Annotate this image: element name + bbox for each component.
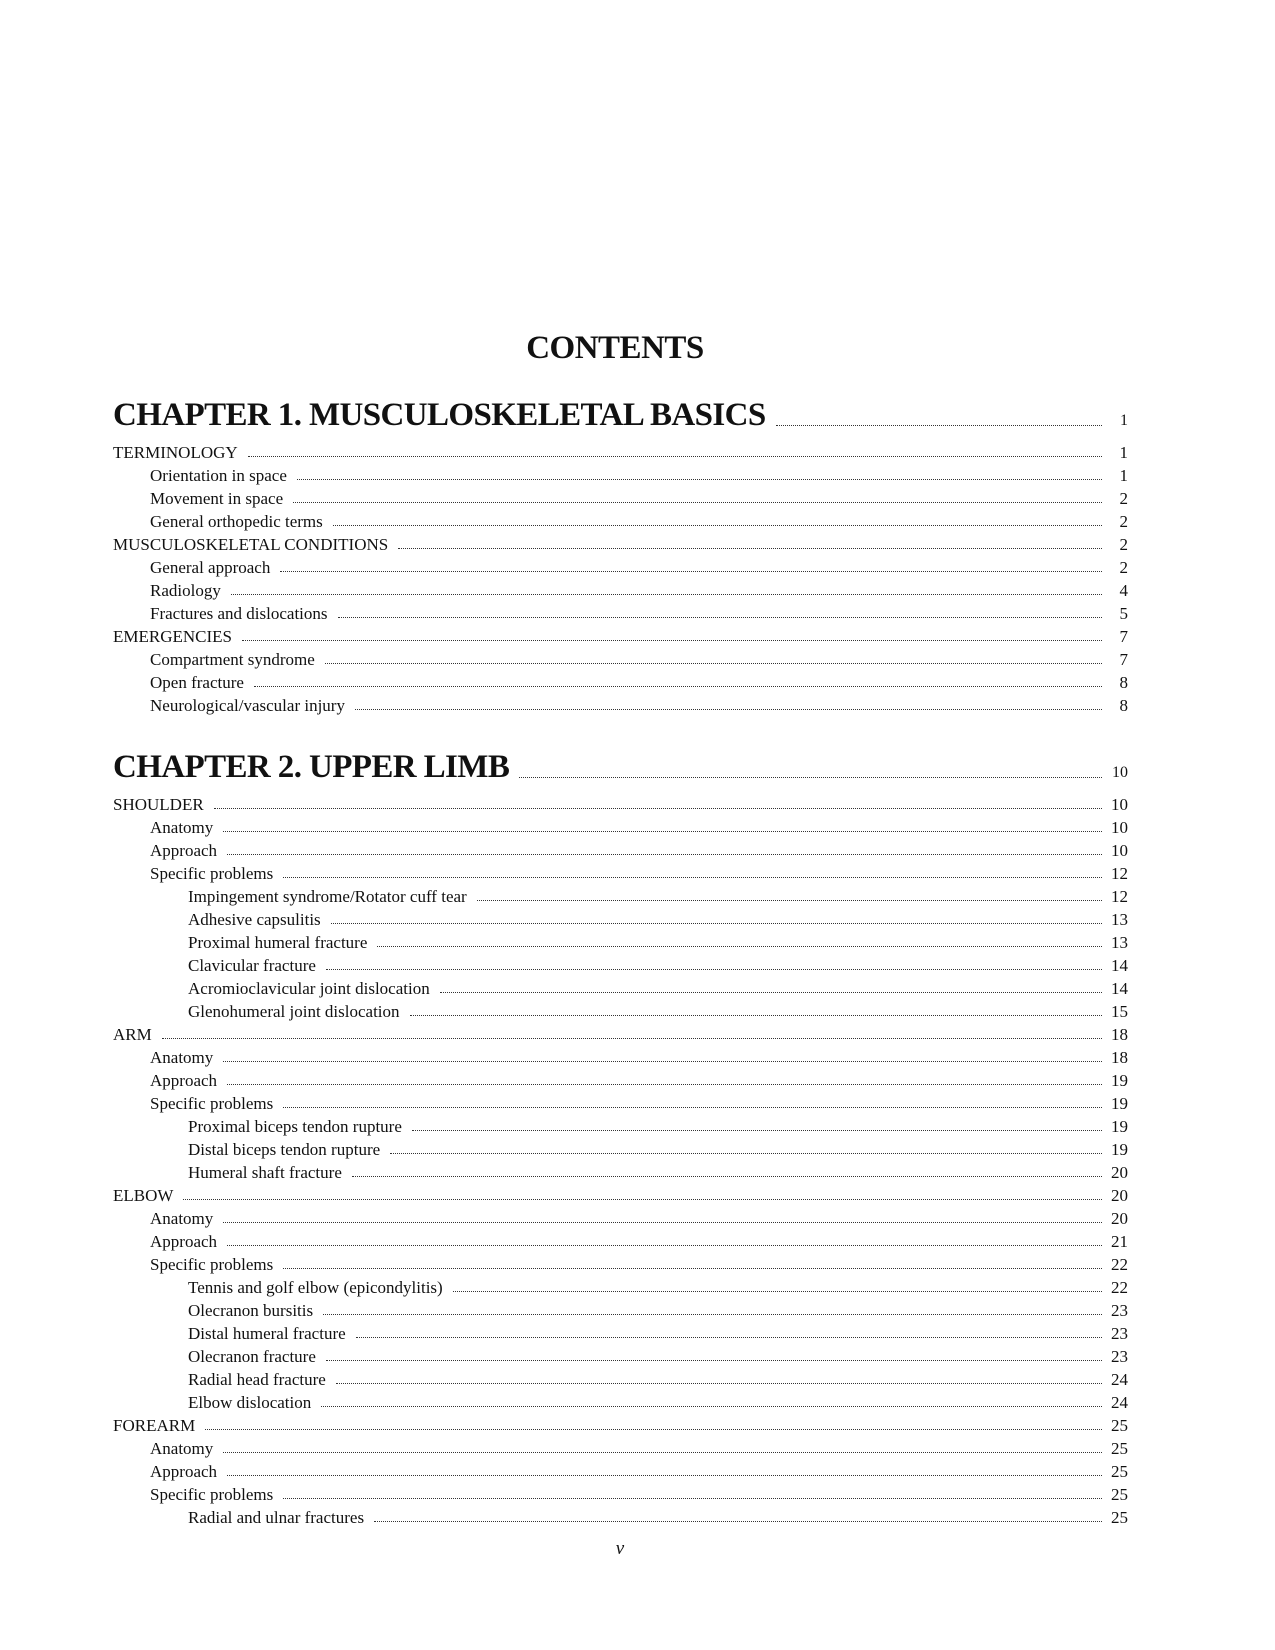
- toc-topic-entry[interactable]: [113, 1319, 1128, 1342]
- toc-subsection-entry[interactable]: [113, 1043, 1128, 1066]
- toc-subsection-entry[interactable]: [113, 668, 1128, 691]
- toc-topic-entry[interactable]: [113, 1273, 1128, 1296]
- toc-topic-entry[interactable]: [113, 1342, 1128, 1365]
- toc-entry-page-number: 25: [1111, 1508, 1128, 1527]
- toc-entry-page-number: 2: [1119, 558, 1128, 577]
- toc-section-entry[interactable]: [113, 530, 1128, 553]
- toc-entry-page-number: 1: [1119, 466, 1128, 485]
- toc-entry-page-number: 18: [1111, 1048, 1128, 1067]
- toc-entry-label: Humeral shaft fracture: [188, 1163, 342, 1182]
- toc-entry-label: Olecranon fracture: [188, 1347, 316, 1366]
- toc-entry-label: Neurological/vascular injury: [150, 696, 345, 715]
- toc-entry-label: FOREARM: [113, 1416, 196, 1435]
- toc-entry-page-number: 19: [1111, 1071, 1128, 1090]
- toc-entry-page-number: 25: [1111, 1462, 1128, 1481]
- toc-entry-page-number: 4: [1119, 581, 1128, 600]
- toc-topic-entry[interactable]: [113, 997, 1128, 1020]
- toc-topic-entry[interactable]: [113, 951, 1128, 974]
- dot-leader: [162, 1038, 1102, 1039]
- toc-section-entry[interactable]: [113, 1020, 1128, 1043]
- toc-entry-label: Fractures and dislocations: [150, 604, 328, 623]
- toc-entry-page-number: 10: [1111, 841, 1128, 860]
- dot-leader: [227, 854, 1102, 855]
- chapter-heading[interactable]: [113, 740, 1128, 784]
- dot-leader: [214, 808, 1102, 809]
- dot-leader: [283, 877, 1102, 878]
- toc-topic-entry[interactable]: [113, 1503, 1128, 1526]
- toc-topic-entry[interactable]: [113, 1365, 1128, 1388]
- dot-leader: [355, 709, 1102, 710]
- dot-leader: [283, 1107, 1102, 1108]
- dot-leader: [183, 1199, 1102, 1200]
- toc-entry-page-number: 12: [1111, 887, 1128, 906]
- toc-topic-entry[interactable]: [113, 1158, 1128, 1181]
- toc-entry-label: Tennis and golf elbow (epicondylitis): [188, 1278, 443, 1297]
- toc-entry-page-number: 19: [1111, 1094, 1128, 1113]
- dot-leader: [776, 425, 1102, 426]
- toc-entry-page-number: 14: [1111, 956, 1128, 975]
- toc-entry-label: Approach: [150, 1071, 218, 1090]
- dot-leader: [412, 1130, 1102, 1131]
- dot-leader: [333, 525, 1102, 526]
- toc-subsection-entry[interactable]: [113, 1434, 1128, 1457]
- dot-leader: [519, 777, 1102, 778]
- dot-leader: [254, 686, 1102, 687]
- chapter-page-number: 10: [1112, 764, 1128, 781]
- toc-subsection-entry[interactable]: [113, 645, 1128, 668]
- toc-entry-page-number: 7: [1119, 627, 1128, 646]
- toc-entry-page-number: 2: [1119, 535, 1128, 554]
- dot-leader: [356, 1337, 1102, 1338]
- toc-entry-page-number: 23: [1111, 1301, 1128, 1320]
- toc-entry-page-number: 19: [1111, 1117, 1128, 1136]
- dot-leader: [325, 663, 1102, 664]
- dot-leader: [227, 1245, 1102, 1246]
- toc-entry-label: Acromioclavicular joint dislocation: [188, 979, 430, 998]
- dot-leader: [231, 594, 1102, 595]
- toc-entry-label: General orthopedic terms: [150, 512, 323, 531]
- toc-entry-label: General approach: [150, 558, 271, 577]
- toc-subsection-entry[interactable]: [113, 461, 1128, 484]
- toc-entry-label: Distal biceps tendon rupture: [188, 1140, 381, 1159]
- dot-leader: [223, 831, 1102, 832]
- toc-entry-label: Proximal biceps tendon rupture: [188, 1117, 402, 1136]
- toc-subsection-entry[interactable]: [113, 1066, 1128, 1089]
- toc-entry-page-number: 23: [1111, 1324, 1128, 1343]
- toc-entry-label: Specific problems: [150, 1485, 274, 1504]
- chapter-1-block: [113, 388, 1128, 714]
- dot-leader: [398, 548, 1102, 549]
- toc-section-entry[interactable]: [113, 1181, 1128, 1204]
- toc-entry-page-number: 12: [1111, 864, 1128, 883]
- dot-leader: [477, 900, 1102, 901]
- toc-entry-page-number: 22: [1111, 1278, 1128, 1297]
- toc-entry-page-number: 10: [1111, 818, 1128, 837]
- toc-entry-list: [113, 790, 1128, 1526]
- toc-entry-label: Anatomy: [150, 1209, 214, 1228]
- toc-entry-page-number: 8: [1119, 673, 1128, 692]
- toc-subsection-entry[interactable]: [113, 484, 1128, 507]
- toc-entry-label: Olecranon bursitis: [188, 1301, 314, 1320]
- toc-subsection-entry[interactable]: [113, 599, 1128, 622]
- toc-entry-label: Approach: [150, 841, 218, 860]
- toc-entry-label: Radiology: [150, 581, 221, 600]
- toc-entry-label: ARM: [113, 1025, 152, 1044]
- dot-leader: [410, 1015, 1102, 1016]
- toc-section-entry[interactable]: [113, 622, 1128, 645]
- toc-entry-page-number: 20: [1111, 1163, 1128, 1182]
- toc-entry-page-number: 8: [1119, 696, 1128, 715]
- toc-entry-label: Glenohumeral joint dislocation: [188, 1002, 400, 1021]
- toc-topic-entry[interactable]: [113, 882, 1128, 905]
- toc-entry-list: [113, 438, 1128, 714]
- toc-subsection-entry[interactable]: [113, 576, 1128, 599]
- toc-entry-label: Specific problems: [150, 864, 274, 883]
- toc-entry-page-number: 13: [1111, 910, 1128, 929]
- dot-leader: [248, 456, 1102, 457]
- toc-entry-page-number: 21: [1111, 1232, 1128, 1251]
- toc-entry-page-number: 23: [1111, 1347, 1128, 1366]
- toc-entry-label: Compartment syndrome: [150, 650, 315, 669]
- toc-entry-page-number: 10: [1111, 795, 1128, 814]
- toc-entry-label: Specific problems: [150, 1094, 274, 1113]
- toc-entry-label: Adhesive capsulitis: [188, 910, 321, 929]
- dot-leader: [390, 1153, 1102, 1154]
- toc-section-entry[interactable]: [113, 1411, 1128, 1434]
- dot-leader: [440, 992, 1102, 993]
- toc-subsection-entry[interactable]: [113, 1089, 1128, 1112]
- toc-entry-page-number: 25: [1111, 1416, 1128, 1435]
- toc-subsection-entry[interactable]: [113, 813, 1128, 836]
- toc-section-entry[interactable]: [113, 790, 1128, 813]
- toc-entry-page-number: 24: [1111, 1370, 1128, 1389]
- toc-topic-entry[interactable]: [113, 1112, 1128, 1135]
- toc-entry-label: Proximal humeral fracture: [188, 933, 368, 952]
- dot-leader: [331, 923, 1102, 924]
- toc-entry-page-number: 20: [1111, 1209, 1128, 1228]
- dot-leader: [336, 1383, 1102, 1384]
- toc-entry-label: Radial head fracture: [188, 1370, 326, 1389]
- dot-leader: [227, 1475, 1102, 1476]
- dot-leader: [321, 1406, 1102, 1407]
- toc-entry-label: Impingement syndrome/Rotator cuff tear: [188, 887, 467, 906]
- toc-entry-label: Movement in space: [150, 489, 284, 508]
- toc-entry-page-number: 20: [1111, 1186, 1128, 1205]
- page-title: CONTENTS: [526, 330, 704, 366]
- toc-entry-page-number: 18: [1111, 1025, 1128, 1044]
- toc-topic-entry[interactable]: [113, 928, 1128, 951]
- dot-leader: [223, 1452, 1102, 1453]
- toc-entry-page-number: 2: [1119, 489, 1128, 508]
- toc-topic-entry[interactable]: [113, 1388, 1128, 1411]
- toc-entry-label: Radial and ulnar fractures: [188, 1508, 365, 1527]
- table-of-contents: [113, 388, 1128, 1526]
- toc-topic-entry[interactable]: [113, 1296, 1128, 1319]
- toc-entry-label: MUSCULOSKELETAL CONDITIONS: [113, 535, 389, 554]
- toc-entry-page-number: 7: [1119, 650, 1128, 669]
- toc-entry-label: Elbow dislocation: [188, 1393, 312, 1412]
- dot-leader: [338, 617, 1102, 618]
- toc-subsection-entry[interactable]: [113, 1204, 1128, 1227]
- dot-leader: [283, 1268, 1102, 1269]
- toc-entry-page-number: 14: [1111, 979, 1128, 998]
- toc-entry-label: EMERGENCIES: [113, 627, 232, 646]
- toc-subsection-entry[interactable]: [113, 1250, 1128, 1273]
- toc-entry-label: Specific problems: [150, 1255, 274, 1274]
- toc-entry-label: Distal humeral fracture: [188, 1324, 346, 1343]
- dot-leader: [223, 1061, 1102, 1062]
- toc-entry-label: TERMINOLOGY: [113, 443, 238, 462]
- toc-subsection-entry[interactable]: [113, 507, 1128, 530]
- dot-leader: [205, 1429, 1102, 1430]
- chapter-heading[interactable]: [113, 388, 1128, 432]
- dot-leader: [293, 502, 1102, 503]
- toc-entry-label: Anatomy: [150, 1439, 214, 1458]
- chapter-page-number: 1: [1120, 412, 1128, 429]
- toc-subsection-entry[interactable]: [113, 1457, 1128, 1480]
- toc-entry-page-number: 15: [1111, 1002, 1128, 1021]
- dot-leader: [326, 969, 1102, 970]
- dot-leader: [374, 1521, 1102, 1522]
- toc-entry-label: ELBOW: [113, 1186, 174, 1205]
- toc-topic-entry[interactable]: [113, 1135, 1128, 1158]
- toc-topic-entry[interactable]: [113, 974, 1128, 997]
- dot-leader: [297, 479, 1102, 480]
- dot-leader: [326, 1360, 1102, 1361]
- toc-entry-page-number: 25: [1111, 1485, 1128, 1504]
- toc-entry-label: Approach: [150, 1462, 218, 1481]
- toc-entry-label: Anatomy: [150, 1048, 214, 1067]
- chapter-title: CHAPTER 1. MUSCULOSKELETAL BASICS: [113, 397, 766, 433]
- dot-leader: [323, 1314, 1102, 1315]
- toc-entry-page-number: 5: [1119, 604, 1128, 623]
- toc-subsection-entry[interactable]: [113, 859, 1128, 882]
- toc-subsection-entry[interactable]: [113, 1227, 1128, 1250]
- toc-entry-label: Anatomy: [150, 818, 214, 837]
- toc-section-entry[interactable]: [113, 438, 1128, 461]
- toc-entry-page-number: 22: [1111, 1255, 1128, 1274]
- dot-leader: [352, 1176, 1102, 1177]
- toc-entry-page-number: 25: [1111, 1439, 1128, 1458]
- toc-entry-label: SHOULDER: [113, 795, 204, 814]
- toc-entry-page-number: 2: [1119, 512, 1128, 531]
- toc-entry-label: Approach: [150, 1232, 218, 1251]
- toc-subsection-entry[interactable]: [113, 836, 1128, 859]
- toc-subsection-entry[interactable]: [113, 1480, 1128, 1503]
- dot-leader: [453, 1291, 1102, 1292]
- toc-entry-label: Clavicular fracture: [188, 956, 316, 975]
- toc-entry-page-number: 13: [1111, 933, 1128, 952]
- dot-leader: [377, 946, 1102, 947]
- toc-entry-label: Orientation in space: [150, 466, 287, 485]
- page-number: v: [615, 1538, 625, 1559]
- toc-topic-entry[interactable]: [113, 905, 1128, 928]
- toc-subsection-entry[interactable]: [113, 553, 1128, 576]
- dot-leader: [242, 640, 1102, 641]
- dot-leader: [280, 571, 1102, 572]
- toc-entry-page-number: 1: [1119, 443, 1128, 462]
- dot-leader: [223, 1222, 1102, 1223]
- toc-entry-page-number: 19: [1111, 1140, 1128, 1159]
- dot-leader: [227, 1084, 1102, 1085]
- toc-subsection-entry[interactable]: [113, 691, 1128, 714]
- toc-entry-page-number: 24: [1111, 1393, 1128, 1412]
- dot-leader: [283, 1498, 1102, 1499]
- toc-entry-label: Open fracture: [150, 673, 244, 692]
- chapter-title: CHAPTER 2. UPPER LIMB: [113, 749, 510, 785]
- chapter-2-block: [113, 740, 1128, 1526]
